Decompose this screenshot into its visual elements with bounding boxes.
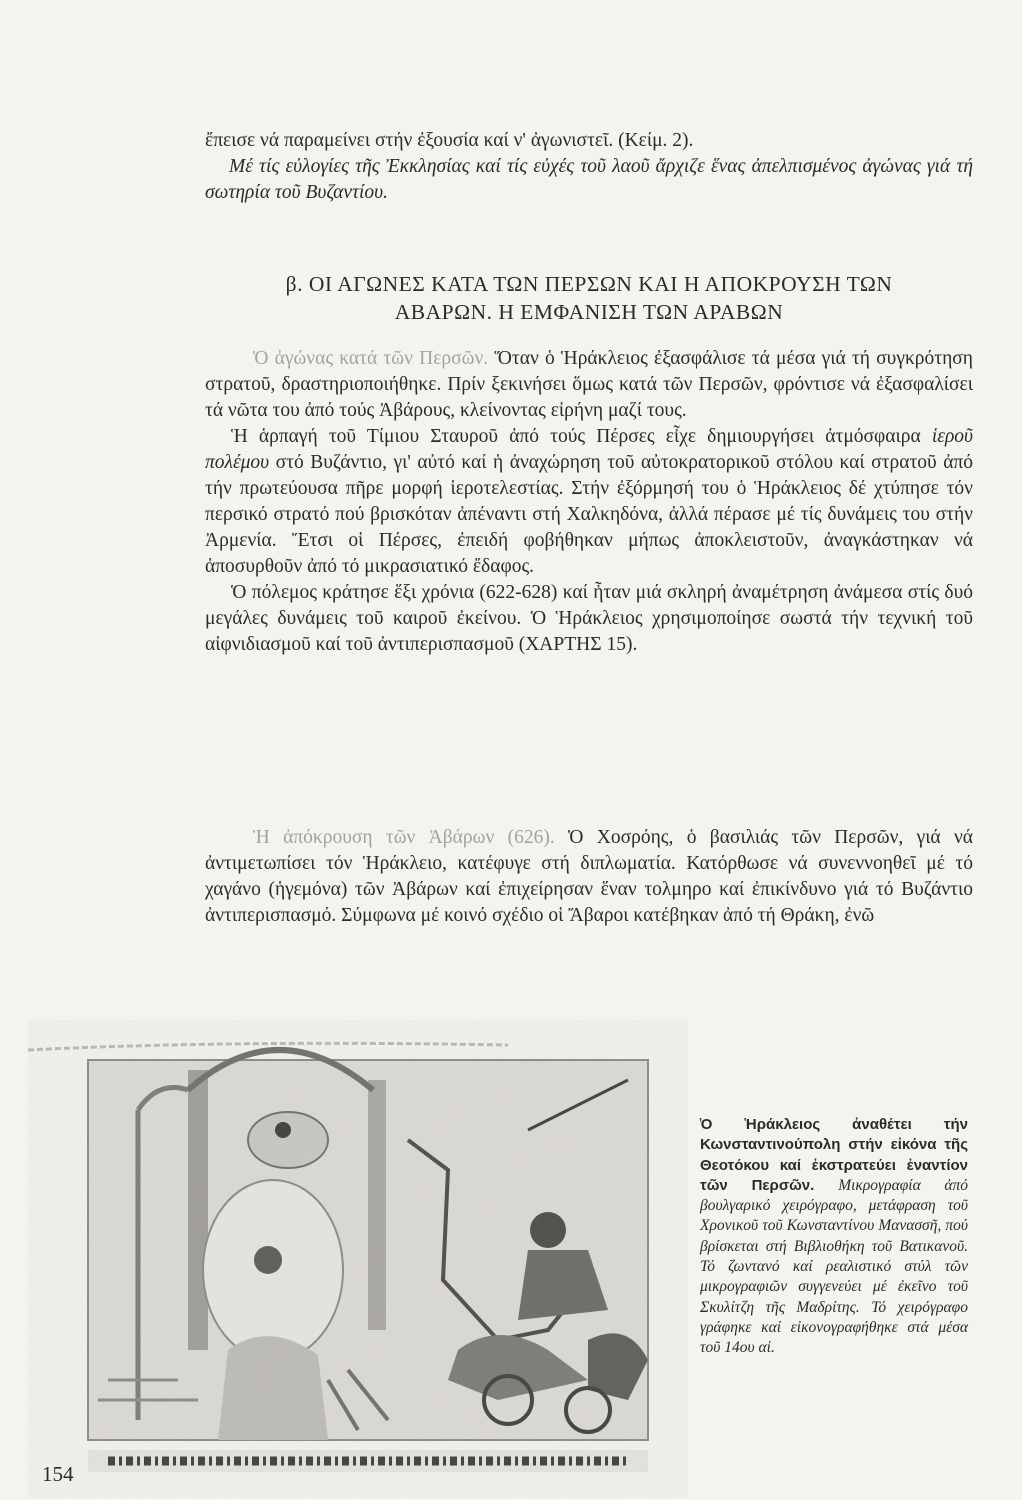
illustration-caption <box>700 1115 968 1359</box>
section-heading <box>205 270 973 326</box>
paragraph-text: Ὅταν ὁ Ἡράκλειος ἐξασφάλισε τά μέσα γιά τή συγκρότηση στρατοῦ, δραστηριοποιήθηκε. Πρίν ξεκινήσει ὅμως κατά τῶν Περσῶν, φρόντισε νά ἐξασφαλίσει τά νῶτα του ἀπό τούς Ἀβάρους, κλείνοντας εἰρήνη μαζί τους. <box>205 348 973 421</box>
subsection-lead: Ἡ ἀπόκρουση τῶν Ἀβάρων (626). <box>253 827 555 848</box>
paragraph-text: Ὁ Χοσρόης, ὁ βασιλιάς τῶν Περσῶν, γιά νά ἀντιμετωπίσει τόν Ἡράκλειο, κατέφυγε στή διπλωματία. Κατόρθωσε νά συνεννοηθεῖ μέ τό χαγάνο (ἡγεμόνα) τῶν Ἀβάρων καί ἐπιχείρησαν ἕναν τολμηρο καί ἐπικίνδυνο γιά τό Βυζάντιο ἀντιπερισπασμό. Σύμφωνα μέ κοινό σχέδιο οἱ Ἄβαροι κατέβηκαν ἀπό τή Θράκη, ἐνῶ <box>205 827 974 926</box>
intro-text <box>205 128 973 206</box>
manuscript-miniature-illustration <box>28 1020 688 1498</box>
page-number: 154 <box>42 1462 74 1486</box>
paragraph-text: στό Βυζάντιο, γι' αὐτό καί ἡ ἀναχώρηση τοῦ αὐτοκρατορικοῦ στόλου καί στρατοῦ ἀπό τήν πρωτεύουσα πῆρε μορφή ἱεροτελεστίας. Στήν ἐξόρμησή του ὁ Ἡράκλειος δέ χτύπησε τόν περσικό στρατό πού βρισκόταν ἀπέναντι στή Χαλκηδόνα, ἀλλά πέρασε μέ τίς δυνάμεις του στήν Ἀρμενία. Ἔτσι οἱ Πέρσες, ἐπειδή φοβήθηκαν μήπως ἀποκλειστοῦν, ἀναγκάστηκαν νά ἀποσυρθοῦν ἀπό τό μικρασιατικό ἔδαφος. <box>205 452 974 577</box>
heading-line-1: β. ΟΙ ΑΓΩΝΕΣ ΚΑΤΑ ΤΩΝ ΠΕΡΣΩΝ ΚΑΙ Η ΑΠΟΚΡΟΥΣΗ ΤΩΝ <box>285 272 893 296</box>
section-avars <box>205 825 973 929</box>
paragraph <box>205 424 973 580</box>
subsection-lead: Ὁ ἀγώνας κατά τῶν Περσῶν. <box>253 348 489 369</box>
paragraph-text: Ἡ ἁρπαγή τοῦ Τίμιου Σταυροῦ ἀπό τούς Πέρσες εἶχε δημιουργήσει ἀτμόσφαιρα <box>231 426 921 447</box>
paragraph <box>205 346 973 424</box>
intro-italic-paragraph: Μέ τίς εὐλογίες τῆς Ἐκκλησίας καί τίς εὐχές τοῦ λαοῦ ἄρχιζε ἕνας ἀπελπισμένος ἀγώνας γιά τή σωτηρία τοῦ Βυζαντίου. <box>205 156 973 203</box>
caption-title: Ὁ Ἡράκλειος ἀναθέτει τήν Κωνσταντινούπολη στήν εἰκόνα τῆς Θεοτόκου καί ἐκστρατεύει ἐναντίον τῶν Περσῶν. <box>700 1116 968 1194</box>
intro-line: ἔπεισε νά παραμείνει στήν ἐξουσία καί ν' ἀγωνιστεῖ. (Κείμ. 2). <box>205 130 694 151</box>
heading-line-2: ΑΒΑΡΩΝ. Η ΕΜΦΑΝΙΣΗ ΤΩΝ ΑΡΑΒΩΝ <box>394 300 784 324</box>
section-persians <box>205 346 973 658</box>
paragraph <box>205 825 973 929</box>
paragraph <box>205 580 973 658</box>
paragraph-text: Ὁ πόλεμος κράτησε ἕξι χρόνια (622-628) καί ἦταν μιά σκληρή ἀναμέτρηση ἀνάμεσα στίς δυό μεγάλες δυνάμεις τοῦ καιροῦ ἐκείνου. Ὁ Ἡράκλειος χρησιμοποίησε σωστά τήν τεχνική τοῦ αἰφνιδιασμοῦ καί τοῦ ἀντιπερισπασμοῦ (ΧΑΡΤΗΣ 15). <box>205 582 973 655</box>
italic-term: ἱεροῦ πολέμου <box>205 426 974 473</box>
caption-description: Μικρογραφία ἀπό βουλγαρικό χειρόγραφο, μετάφραση τοῦ Χρονικοῦ τοῦ Κωνσταντίνου Μανασσῆ, πού βρίσκεται στή Βιβλιοθήκη τοῦ Βατικανοῦ. Τό ζωντανό καί ρεαλιστικό στύλ τῶν μικρογραφιῶν συγγενεύει μέ ἐκεῖνο τοῦ Σκυλίτζη τῆς Μαδρίτης. Τό χειρόγραφο γράφηκε καί εἰκονογραφήθηκε στά μέσα τοῦ 14ου αἱ. <box>700 1176 968 1357</box>
